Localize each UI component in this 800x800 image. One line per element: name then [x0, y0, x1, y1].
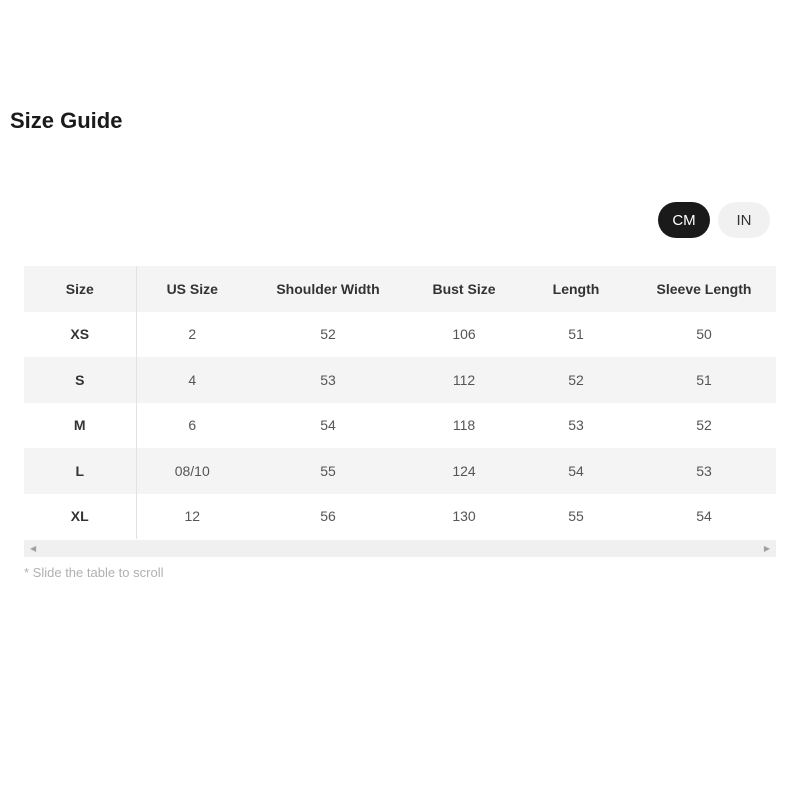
horizontal-scrollbar[interactable]: [24, 540, 776, 557]
scroll-right-icon[interactable]: ▶: [763, 544, 770, 553]
table-cell: 08/10: [136, 448, 248, 494]
unit-in-button[interactable]: IN: [718, 202, 770, 238]
table-cell: XS: [24, 312, 136, 358]
table-cell: 56: [248, 494, 408, 540]
header-length: Length: [520, 266, 632, 312]
table-cell: 51: [632, 357, 776, 403]
table-cell: 12: [136, 494, 248, 540]
header-sleeve-length: Sleeve Length: [632, 266, 776, 312]
table-cell: 124: [408, 448, 520, 494]
table-cell: 52: [248, 312, 408, 358]
table-cell: 55: [248, 448, 408, 494]
table-cell: 54: [632, 494, 776, 540]
table-row: [24, 448, 776, 494]
table-header-row: [24, 266, 776, 312]
header-bust-size: Bust Size: [408, 266, 520, 312]
table-cell: 54: [248, 403, 408, 449]
unit-cm-button[interactable]: CM: [658, 202, 710, 238]
table-cell: 118: [408, 403, 520, 449]
table-cell: 130: [408, 494, 520, 540]
header-us-size: US Size: [136, 266, 248, 312]
header-shoulder-width: Shoulder Width: [248, 266, 408, 312]
table-cell: 6: [136, 403, 248, 449]
table-cell: 55: [520, 494, 632, 540]
scroll-hint: * Slide the table to scroll: [24, 565, 164, 580]
table-cell: 53: [248, 357, 408, 403]
table-row: [24, 403, 776, 449]
unit-toggle: [658, 202, 770, 238]
table-cell: 52: [632, 403, 776, 449]
header-size: Size: [24, 266, 136, 312]
table-row: [24, 494, 776, 540]
size-table-container[interactable]: [24, 266, 776, 539]
table-row: [24, 312, 776, 358]
table-cell: 2: [136, 312, 248, 358]
table-cell: S: [24, 357, 136, 403]
table-row: [24, 357, 776, 403]
scroll-left-icon[interactable]: ◀: [30, 544, 37, 553]
page-title: Size Guide: [10, 108, 123, 133]
table-cell: 51: [520, 312, 632, 358]
table-cell: 4: [136, 357, 248, 403]
table-cell: 52: [520, 357, 632, 403]
table-cell: 53: [520, 403, 632, 449]
table-cell: L: [24, 448, 136, 494]
size-table: [24, 266, 776, 539]
table-cell: 106: [408, 312, 520, 358]
table-cell: 50: [632, 312, 776, 358]
table-cell: M: [24, 403, 136, 449]
table-cell: XL: [24, 494, 136, 540]
table-cell: 112: [408, 357, 520, 403]
table-cell: 54: [520, 448, 632, 494]
table-cell: 53: [632, 448, 776, 494]
